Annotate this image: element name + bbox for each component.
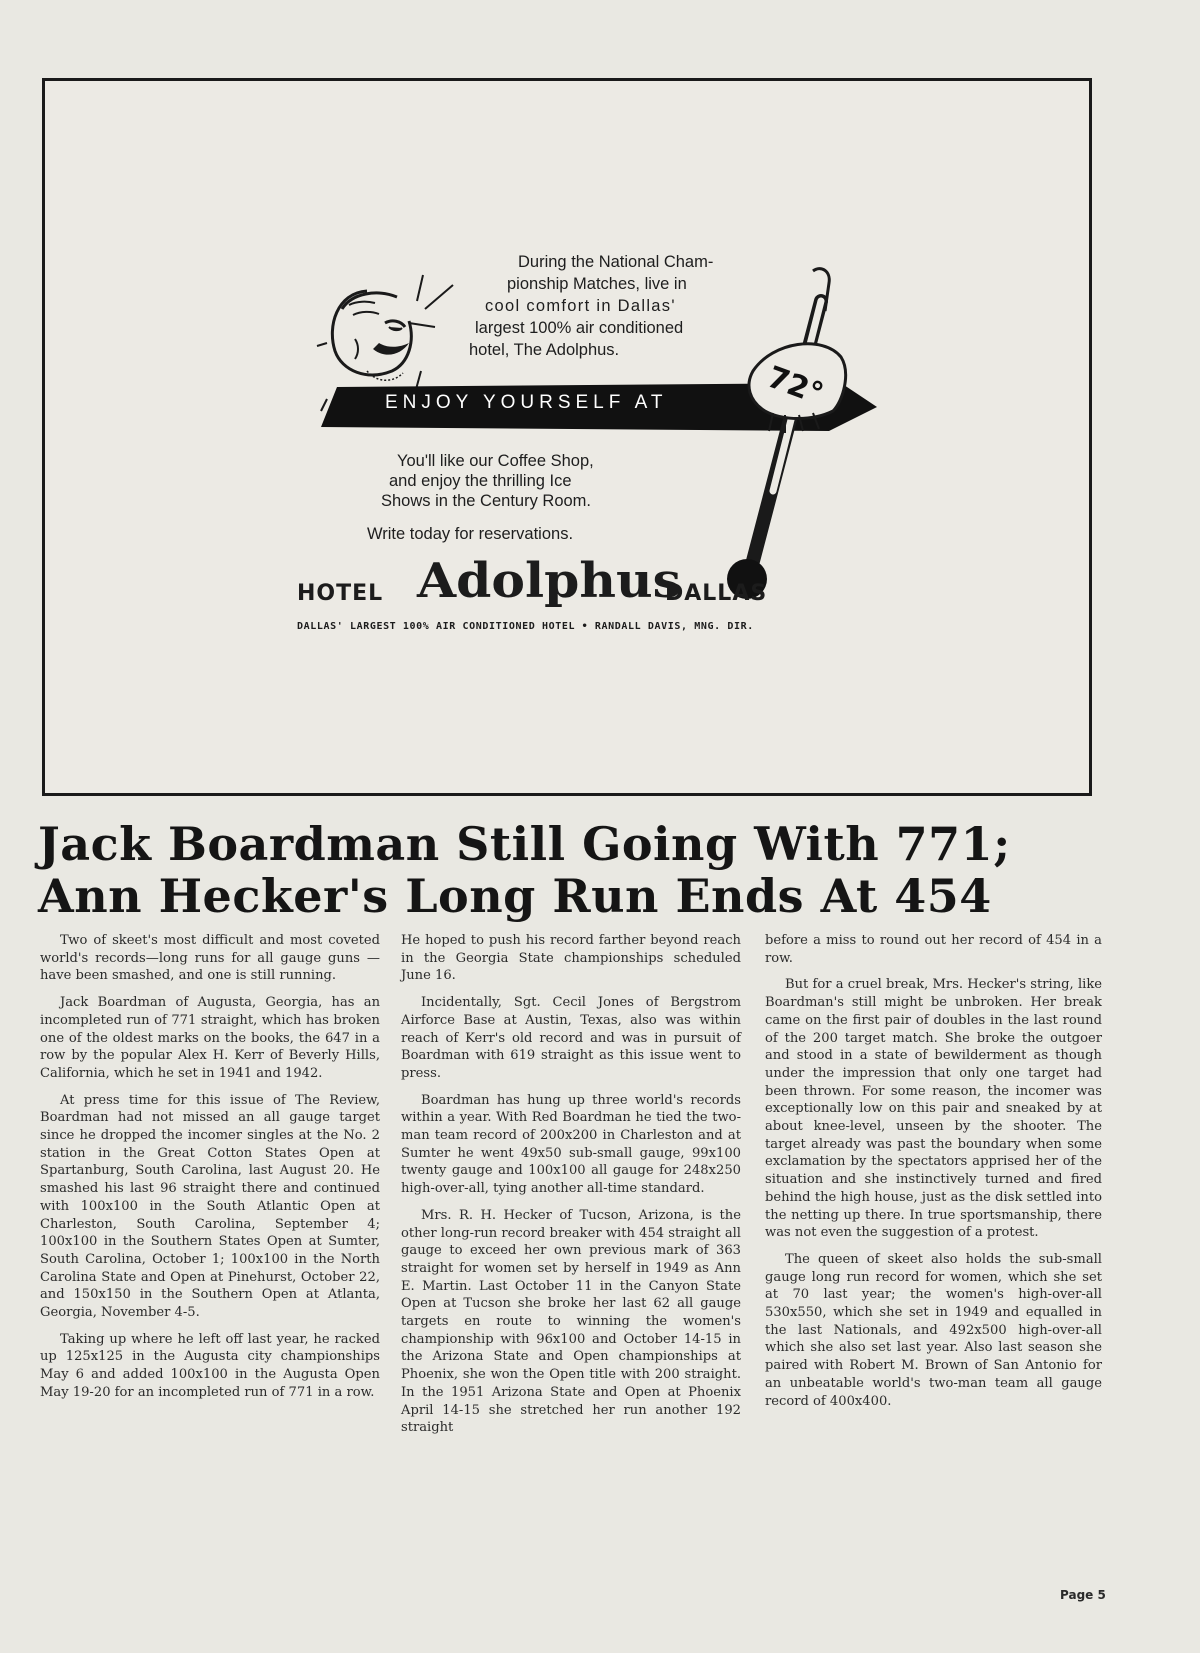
ad-body-text <box>367 451 697 511</box>
ad-intro-line: cool comfort in Dallas' <box>485 297 676 315</box>
paragraph: But for a cruel break, Mrs. Hecker's string, like Boardman's still might be unbroken. Her break came on the first pair of doubles in the last round of the 200 target match. She broke the outgoer and stood in a state of bewilderment as though under the impression that only one target had been thrown. For some reason, the incomer was exceptionally low on this pair and sneaked by at about knee-level, unseen by the shooter. The target already was past the boundary when some exclamation by the spectators apprised her of the situation and she instinctively turned and fired behind the high house, just as the disk settled into the netting up there. In true sportsmanship, there was not even the suggestion of a protest. <box>765 977 1102 1241</box>
paragraph: Boardman has hung up three world's records within a year. With Red Boardman he tied the two-man team record of 200x200 in Charleston and at Sumter he went 49x50 sub-small gauge, 99x100 twenty gauge and 100x100 all gauge for 248x250 high-over-all, tying another all-time standard. <box>401 1092 741 1197</box>
hotel-word: HOTEL <box>297 581 384 606</box>
paragraph: before a miss to round out her record of 454 in a row. <box>765 933 1102 966</box>
page-number: Page 5 <box>1060 1588 1106 1602</box>
ad-body-line: You'll like our Coffee Shop, <box>397 452 594 470</box>
ad-tagline: DALLAS' LARGEST 100% AIR CONDITIONED HOTEL • RANDALL DAVIS, MNG. DIR. <box>297 621 754 632</box>
hotel-advertisement <box>42 78 1092 796</box>
enjoy-banner-text: ENJOY YOURSELF AT <box>385 392 668 413</box>
adolphus-logo-text: Adolphus <box>417 553 682 609</box>
ad-intro-text <box>443 251 743 361</box>
paragraph: At press time for this issue of The Review, Boardman had not missed an all gauge target since he dropped the incomer singles at the No. 2 station in the Great Cotton States Open at Spartanburg, South Carolina, last August 20. He smashed his last 96 straight there and continued with 100x100 in the South Atlantic Open at Charleston, South Carolina, September 4; 100x100 in the Southern States Open at Sumter, South Carolina, October 1; 100x100 in the North Carolina State and Open at Pinehurst, October 22, and 150x150 in the Southern Open at Atlanta, Georgia, November 4-5. <box>40 1092 380 1321</box>
ad-reservation-text: Write today for reservations. <box>367 525 574 543</box>
article-column-2 <box>401 932 741 1446</box>
ad-intro-line: hotel, The Adolphus. <box>469 341 620 359</box>
ad-intro-line: largest 100% air conditioned <box>475 319 684 337</box>
ad-intro-line: During the National Cham- <box>518 253 714 271</box>
article-column-3 <box>765 932 1102 1419</box>
paragraph: Incidentally, Sgt. Cecil Jones of Bergstrom Airforce Base at Austin, Texas, also was within reach of Kerr's old record and was in pursuit of Boardman with 619 straight as this issue went to press. <box>401 995 741 1081</box>
ad-body-line: Shows in the Century Room. <box>381 492 592 510</box>
article-column-1 <box>40 932 380 1411</box>
thermometer-reading: 72° <box>762 359 828 413</box>
paragraph: Taking up where he left off last year, he racked up 125x125 in the Augusta city championships May 6 and added 100x100 in the Augusta Open May 19-20 for an incompleted run of 771 in a row. <box>40 1331 380 1400</box>
dallas-word: DALLAS <box>665 581 768 606</box>
paragraph: He hoped to push his record farther beyond reach in the Georgia State championships scheduled June 16. <box>401 933 741 984</box>
hotel-name-line <box>297 553 777 613</box>
paragraph: Mrs. R. H. Hecker of Tucson, Arizona, is the other long-run record breaker with 454 straight all gauge to exceed her own previous mark of 363 straight for women set by herself in 1949 as Ann E. Martin. Last October 11 in the Canyon State Open at Tucson she broke her last 62 all gauge targets en route to winning the women's championship with 96x100 and October 14-15 in the Arizona State and Open championships at Phoenix, she won the Open title with 200 straight. In the 1951 Arizona State and Open at Phoenix April 14-15 she stretched her run another 192 straight <box>401 1207 741 1436</box>
paragraph: Two of skeet's most difficult and most coveted world's records—long runs for all gauge guns — have been smashed, and one is still running. <box>40 933 380 984</box>
article-body <box>40 932 1102 1572</box>
paragraph: The queen of skeet also holds the sub-small gauge long run record for women, which she set at 70 last year; the women's high-over-all 530x550, which she set in 1949 and equalled in the last Nationals, and 492x500 high-over-all which she also set last year. Also last season she paired with Robert M. Brown of San Antonio for an unbeatable world's two-man team all gauge record of 400x400. <box>765 1251 1102 1409</box>
headline-line: Ann Hecker's Long Run Ends At 454 <box>38 869 992 923</box>
headline-line: Jack Boardman Still Going With 771; <box>38 817 1011 871</box>
ad-intro-line: pionship Matches, live in <box>507 275 687 293</box>
ad-body-line: and enjoy the thrilling Ice <box>389 472 572 490</box>
paragraph: Jack Boardman of Augusta, Georgia, has an incompleted run of 771 straight, which has broken one of the oldest marks on the books, the 647 in a row by the popular Alex H. Kerr of Beverly Hills, California, which he set in 1941 and 1942. <box>40 995 380 1081</box>
article-headline <box>38 818 1158 922</box>
